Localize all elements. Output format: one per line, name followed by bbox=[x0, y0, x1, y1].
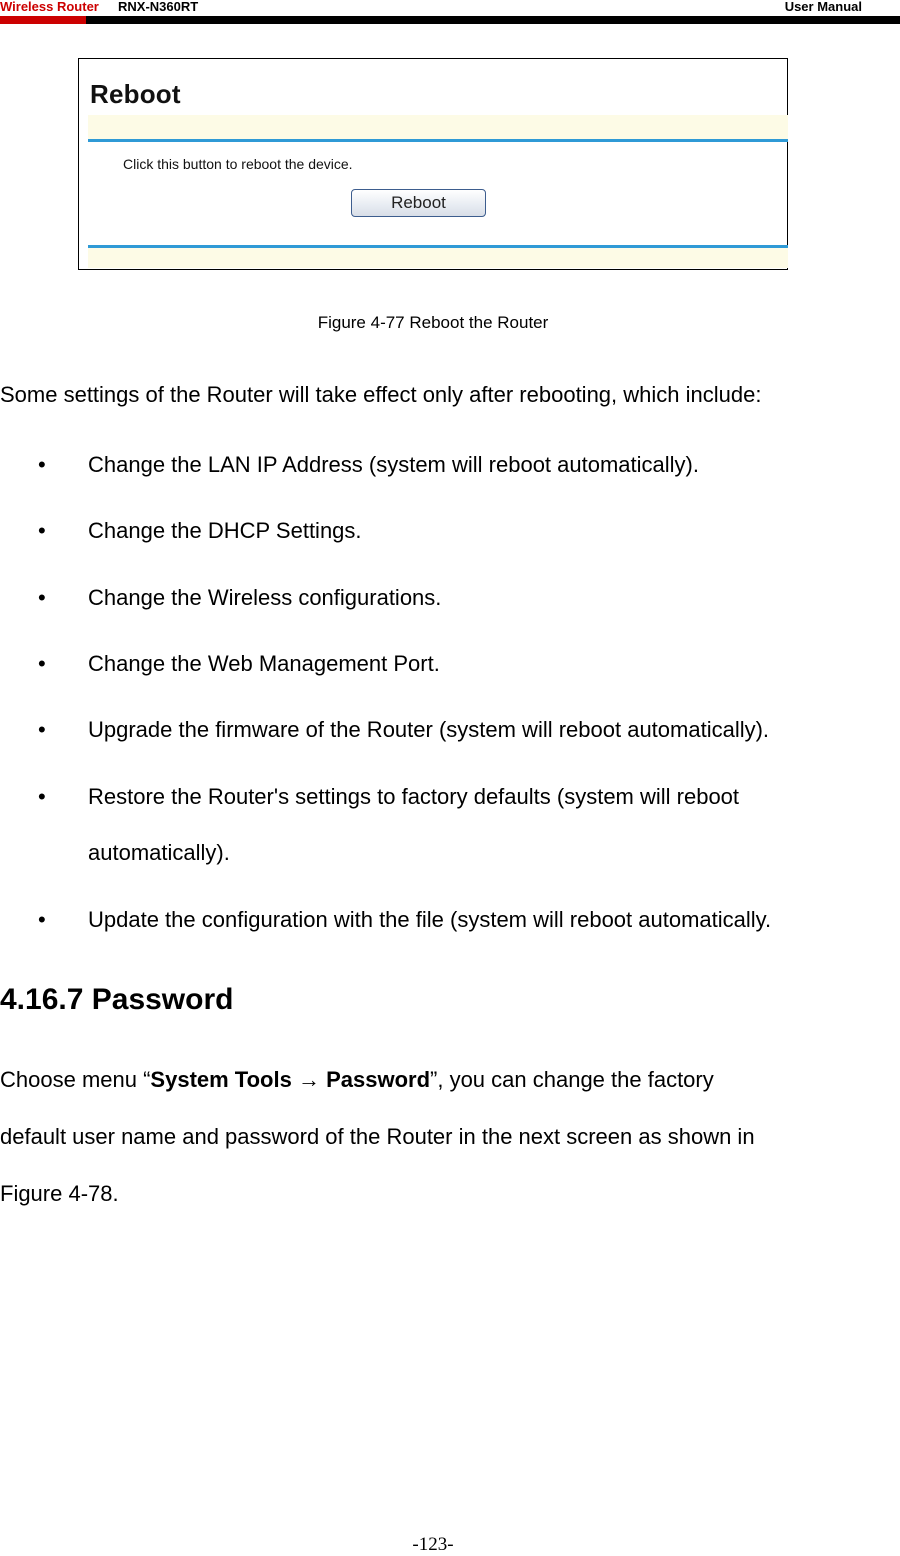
list-item: Change the Web Management Port. bbox=[88, 651, 440, 676]
menu-path-password: Password bbox=[326, 1067, 431, 1092]
bullet-marker: • bbox=[38, 452, 46, 477]
section-paragraph-line-2: default user name and password of the Router in the next screen as shown in bbox=[0, 1124, 755, 1149]
list-item: Update the configuration with the file (system will reboot automatically. bbox=[88, 907, 772, 932]
bullet-marker: • bbox=[38, 907, 46, 932]
page-number: -123- bbox=[412, 1534, 454, 1555]
menu-path-arrow: → bbox=[291, 1067, 327, 1092]
reboot-screenshot bbox=[78, 58, 788, 270]
panel-top-divider bbox=[88, 139, 788, 142]
header-red-bar bbox=[0, 16, 86, 24]
section-paragraph-line-1 bbox=[0, 1067, 714, 1093]
header-black-bar bbox=[86, 16, 900, 24]
bullet-marker: • bbox=[38, 518, 46, 543]
reboot-panel-title: Reboot bbox=[90, 79, 181, 109]
list-item: Restore the Router's settings to factory defaults (system will reboot bbox=[88, 784, 740, 809]
page-header bbox=[0, 0, 900, 26]
panel-top-band bbox=[88, 115, 788, 139]
list-item-continuation: automatically). bbox=[88, 840, 230, 865]
intro-paragraph: Some settings of the Router will take effect only after rebooting, which include: bbox=[0, 382, 762, 407]
section-heading: 4.16.7 Password bbox=[0, 983, 234, 1016]
bullet-marker: • bbox=[38, 784, 46, 809]
bullet-marker: • bbox=[38, 717, 46, 742]
panel-bottom-band bbox=[88, 248, 788, 268]
header-brand: Wireless Router bbox=[0, 0, 99, 14]
header-manual-title: User Manual bbox=[784, 0, 862, 14]
bullet-marker: • bbox=[38, 585, 46, 610]
reboot-button[interactable]: Reboot bbox=[351, 189, 486, 217]
paragraph-text: Choose menu “ bbox=[0, 1067, 151, 1092]
list-item: Change the Wireless configurations. bbox=[88, 585, 442, 610]
list-item: Change the LAN IP Address (system will reboot automatically). bbox=[88, 452, 699, 477]
list-item: Upgrade the firmware of the Router (system will reboot automatically). bbox=[88, 717, 770, 742]
paragraph-text: ”, you can change the factory bbox=[430, 1067, 714, 1092]
header-model: RNX-N360RT bbox=[118, 0, 199, 14]
figure-caption: Figure 4-77 Reboot the Router bbox=[317, 313, 549, 332]
reboot-instruction: Click this button to reboot the device. bbox=[123, 156, 353, 172]
menu-path-system-tools: System Tools bbox=[150, 1067, 292, 1092]
bullet-marker: • bbox=[38, 651, 46, 676]
section-paragraph-line-3: Figure 4-78. bbox=[0, 1181, 119, 1206]
list-item: Change the DHCP Settings. bbox=[88, 518, 362, 543]
